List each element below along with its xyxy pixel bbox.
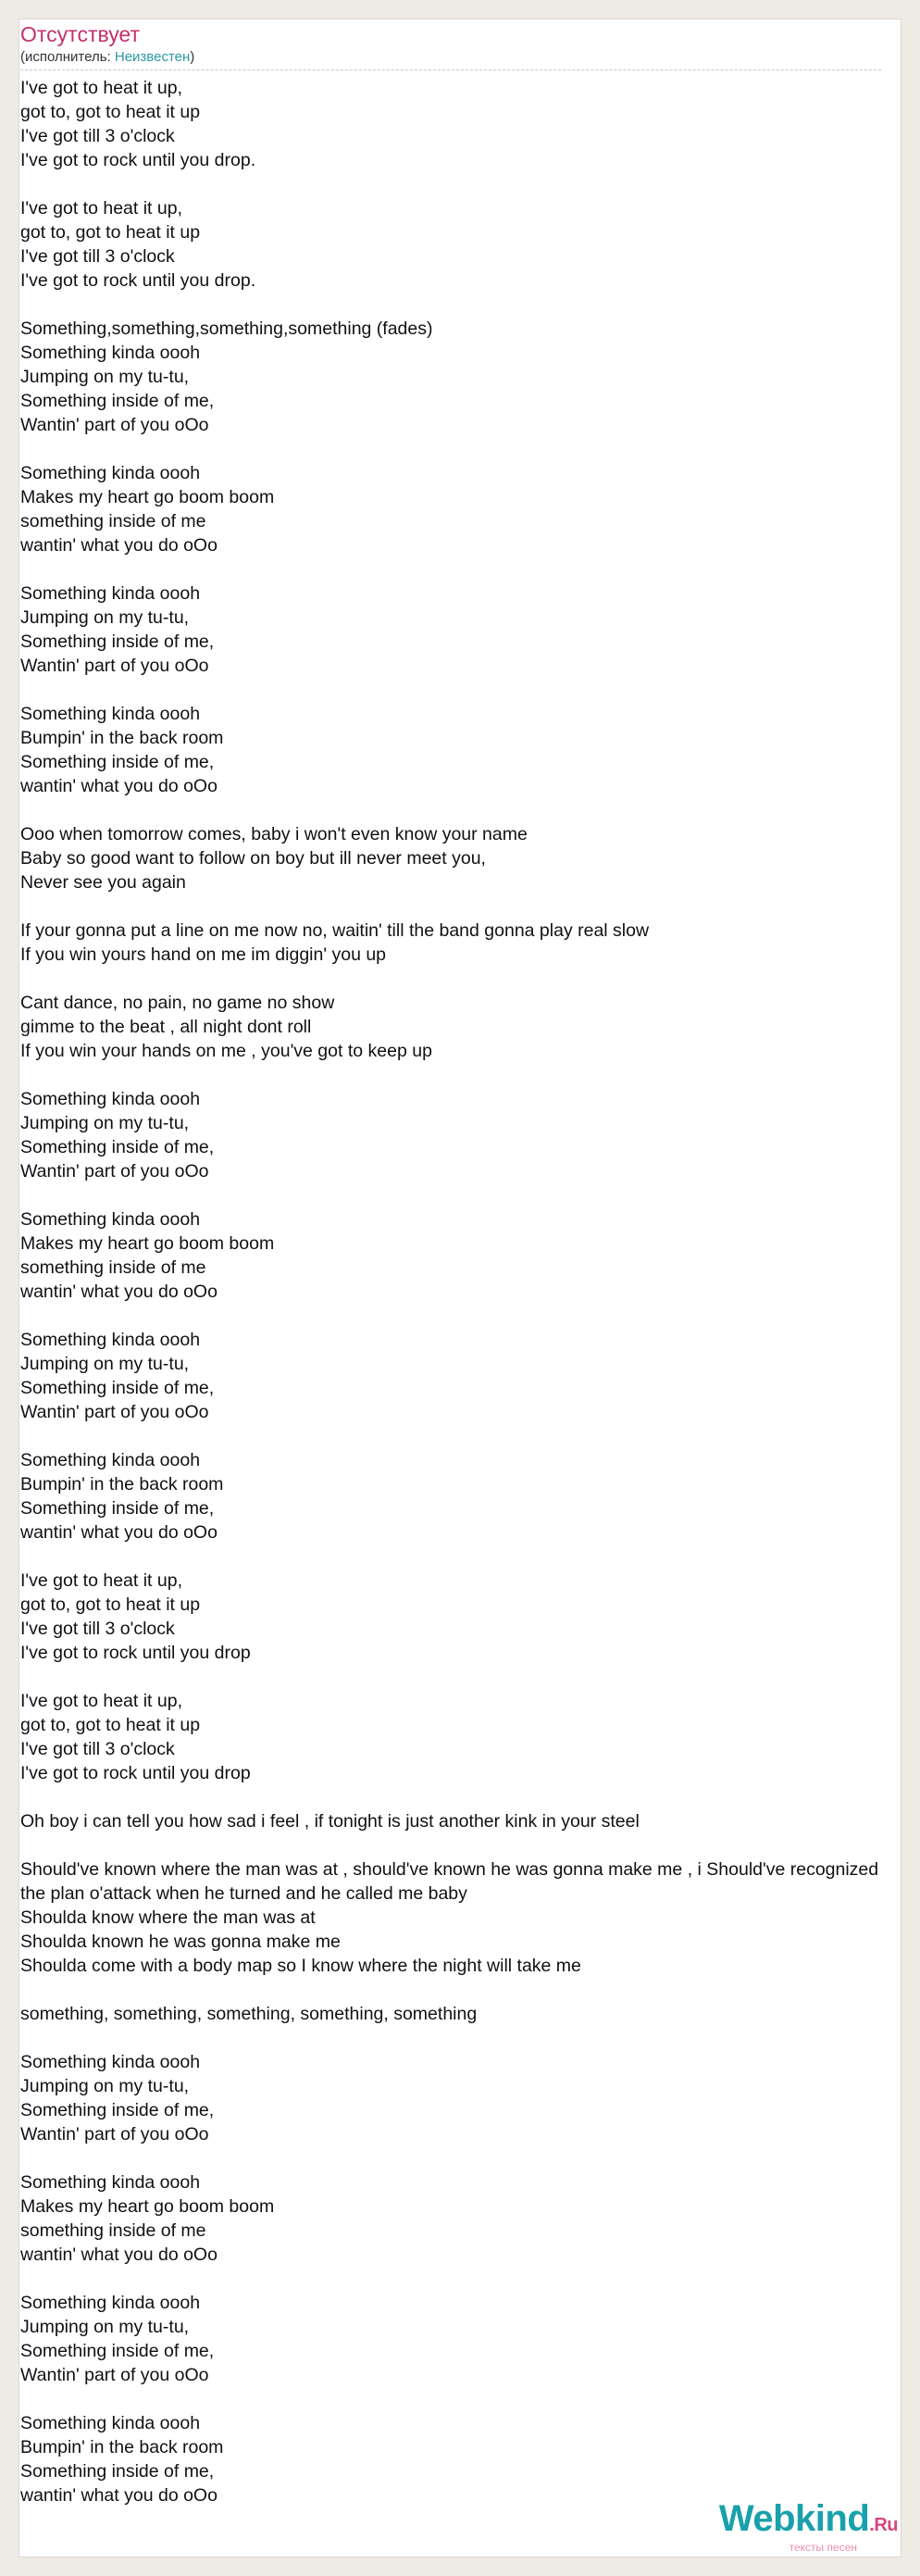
lyric-line: wantin' what you do oOo: [20, 535, 218, 556]
lyric-blank-line: [20, 557, 909, 581]
lyric-blank-line: [20, 2387, 909, 2411]
lyric-blank-line: [20, 2026, 909, 2050]
lyric-line: Baby so good want to follow on boy but ill never meet you,: [20, 848, 486, 869]
lyric-line: I've got till 3 o'clock: [20, 1619, 175, 1639]
header-divider: [20, 69, 881, 70]
artist-link[interactable]: Неизвестен: [114, 49, 191, 65]
lyric-blank-line: [20, 678, 909, 702]
lyric-blank-line: [20, 437, 909, 461]
lyric-line: Shoulda know where the man was at: [20, 1907, 316, 1928]
lyric-line: something inside of me: [20, 2220, 206, 2241]
lyric-blank-line: [20, 1978, 909, 2002]
lyric-line: I've got till 3 o'clock: [20, 1739, 175, 1759]
lyric-blank-line: [20, 1063, 909, 1087]
lyric-line: Something kinda oooh: [20, 2052, 201, 2072]
performer-prefix: (исполнитель:: [20, 49, 115, 65]
lyric-line: Something kinda oooh: [20, 1450, 201, 1470]
lyric-line: I've got to rock until you drop.: [20, 270, 256, 291]
lyric-line: I've got to rock until you drop: [20, 1763, 251, 1783]
lyric-line: Wantin' part of you oOo: [20, 415, 209, 435]
lyric-line: Something kinda oooh: [20, 343, 201, 363]
lyrics-body: [20, 76, 909, 2507]
lyric-line: Something inside of me,: [20, 2341, 215, 2361]
lyric-line: Something inside of me,: [20, 1378, 215, 1398]
lyric-line: Something inside of me,: [20, 2461, 215, 2482]
lyric-line: Bumpin' in the back room: [20, 1474, 224, 1494]
lyric-line: got to, got to heat it up: [20, 102, 201, 122]
lyric-line: Bumpin' in the back room: [20, 2437, 224, 2457]
lyric-blank-line: [20, 1665, 909, 1689]
lyric-line: I've got till 3 o'clock: [20, 246, 175, 267]
lyric-blank-line: [20, 1544, 909, 1569]
lyric-line: Something inside of me,: [20, 391, 215, 411]
lyric-line: Wantin' part of you oOo: [20, 2124, 209, 2145]
lyric-line: Something kinda oooh: [20, 1330, 201, 1350]
lyric-line: the plan o'attack when he turned and he called me baby: [20, 1883, 467, 1904]
lyric-line: Jumping on my tu-tu,: [20, 367, 190, 387]
lyric-line: Jumping on my tu-tu,: [20, 2317, 190, 2337]
song-header: [20, 20, 881, 70]
lyric-line: wantin' what you do oOo: [20, 776, 218, 796]
lyric-line: Makes my heart go boom boom: [20, 1233, 275, 1254]
performer-suffix: ): [190, 49, 195, 65]
lyric-line: Oh boy i can tell you how sad i feel , if tonight is just another kink in your steel: [20, 1811, 640, 1832]
lyric-blank-line: [20, 1424, 909, 1448]
lyric-blank-line: [20, 1833, 909, 1857]
lyric-line: Something kinda oooh: [20, 704, 201, 724]
logo-tld: .Ru: [869, 2515, 898, 2535]
lyric-line: Bumpin' in the back room: [20, 728, 224, 748]
lyric-line: Makes my heart go boom boom: [20, 487, 275, 507]
lyric-blank-line: [20, 172, 909, 196]
lyric-line: Something kinda oooh: [20, 1089, 201, 1109]
lyric-line: I've got to rock until you drop.: [20, 150, 256, 170]
lyric-line: got to, got to heat it up: [20, 222, 201, 243]
lyric-blank-line: [20, 798, 909, 822]
lyric-line: Never see you again: [20, 872, 186, 893]
lyric-line: something inside of me: [20, 511, 206, 531]
lyric-line: Jumping on my tu-tu,: [20, 2076, 190, 2096]
lyric-line: Makes my heart go boom boom: [20, 2196, 275, 2217]
lyric-blank-line: [20, 1183, 909, 1207]
lyric-line: If you win yours hand on me im diggin' you up: [20, 944, 387, 965]
lyric-line: Something kinda oooh: [20, 1209, 201, 1230]
lyric-line: Jumping on my tu-tu,: [20, 1354, 190, 1374]
lyric-line: Wantin' part of you oOo: [20, 2365, 209, 2385]
lyric-line: I've got to rock until you drop: [20, 1643, 251, 1663]
lyric-blank-line: [20, 967, 909, 991]
lyric-line: Something kinda oooh: [20, 2293, 201, 2313]
site-logo[interactable]: [719, 2499, 898, 2554]
lyric-blank-line: [20, 293, 909, 317]
lyric-line: Wantin' part of you oOo: [20, 1402, 209, 1422]
lyric-line: I've got to heat it up,: [20, 1570, 183, 1591]
lyric-line: I've got to heat it up,: [20, 78, 183, 98]
lyric-line: Shoulda come with a body map so I know where the night will take me: [20, 1956, 581, 1976]
lyric-line: If your gonna put a line on me now no, waitin' till the band gonna play real slow: [20, 920, 650, 941]
lyric-line: wantin' what you do oOo: [20, 1282, 218, 1302]
lyric-line: Something inside of me,: [20, 1498, 215, 1519]
lyric-line: Ooo when tomorrow comes, baby i won't even know your name: [20, 824, 528, 844]
lyric-line: Should've known where the man was at , should've known he was gonna make me , i Should've recognized: [20, 1859, 879, 1880]
logo-brand-name: Webkind: [718, 2498, 870, 2539]
lyric-line: Something,something,something,something (fades): [20, 319, 433, 339]
lyric-blank-line: [20, 1304, 909, 1328]
lyric-line: If you win your hands on me , you've got to keep up: [20, 1041, 432, 1061]
lyric-line: Something kinda oooh: [20, 2172, 201, 2193]
lyric-blank-line: [20, 2267, 909, 2291]
lyric-line: wantin' what you do oOo: [20, 2245, 218, 2265]
lyric-line: got to, got to heat it up: [20, 1715, 201, 1735]
lyric-line: Jumping on my tu-tu,: [20, 607, 190, 628]
lyric-line: Something kinda oooh: [20, 463, 201, 483]
lyric-line: something inside of me: [20, 1257, 206, 1278]
lyric-blank-line: [20, 1785, 909, 1809]
lyric-line: Wantin' part of you oOo: [20, 1161, 209, 1182]
lyric-line: I've got to heat it up,: [20, 1691, 183, 1711]
lyric-line: Something inside of me,: [20, 752, 215, 772]
lyric-line: I've got till 3 o'clock: [20, 126, 175, 146]
lyric-line: Something inside of me,: [20, 2100, 215, 2120]
lyric-line: Something inside of me,: [20, 631, 215, 652]
lyric-line: I've got to heat it up,: [20, 198, 183, 219]
lyric-line: Shoulda known he was gonna make me: [20, 1932, 341, 1952]
logo-tagline: тексты песен: [789, 2541, 857, 2554]
logo-brand: [719, 2499, 898, 2545]
lyric-line: wantin' what you do oOo: [20, 2485, 218, 2506]
lyric-line: Something inside of me,: [20, 1137, 215, 1157]
lyric-blank-line: [20, 894, 909, 919]
lyric-line: got to, got to heat it up: [20, 1594, 201, 1615]
song-title: Отсутствует: [20, 22, 140, 46]
lyric-line: wantin' what you do oOo: [20, 1522, 218, 1543]
lyric-line: Jumping on my tu-tu,: [20, 1113, 190, 1133]
lyric-line: something, something, something, something, something: [20, 2004, 478, 2024]
lyric-line: Something kinda oooh: [20, 583, 201, 604]
lyric-line: Cant dance, no pain, no game no show: [20, 993, 335, 1013]
lyric-line: Wantin' part of you oOo: [20, 656, 209, 676]
lyric-line: gimme to the beat , all night dont roll: [20, 1017, 312, 1037]
performer-line: [20, 48, 881, 67]
lyric-blank-line: [20, 2146, 909, 2170]
lyric-line: Something kinda oooh: [20, 2413, 201, 2433]
